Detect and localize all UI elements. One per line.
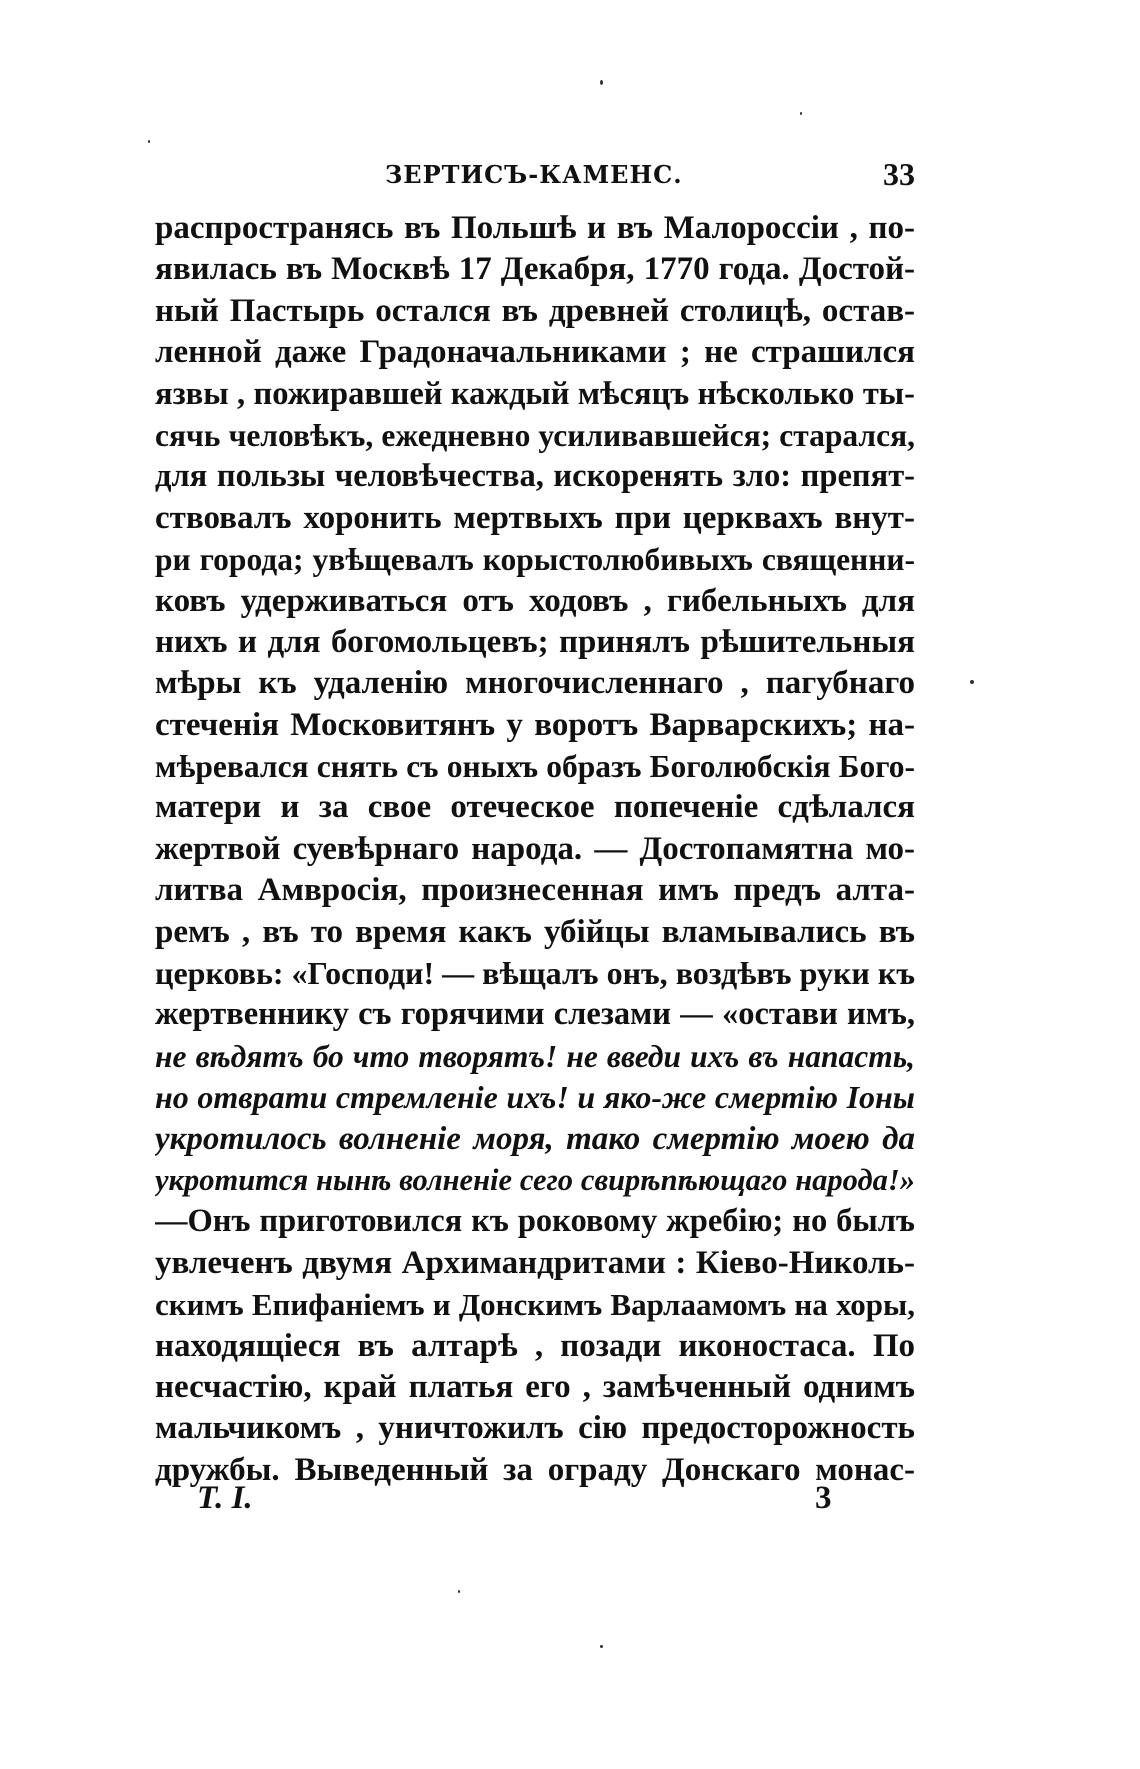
- text-line: не вѣдятъ бо что творятъ! не введи ихъ въ напасть,: [155, 1038, 915, 1074]
- text-line: находящіеся въ алтарѣ , позади иконостаса. По: [155, 1327, 915, 1364]
- print-speck: [800, 112, 802, 115]
- sheet-number: 3: [815, 1480, 832, 1516]
- text-line: распространясь въ Польшѣ и въ Малороссіи , по-: [155, 210, 915, 246]
- text-line: ремъ , въ то время какъ убійцы вламывались въ: [155, 913, 915, 950]
- print-speck: [600, 1645, 603, 1648]
- text-line: дружбы. Выведенный за ограду Донскаго монас-: [155, 1451, 915, 1488]
- print-speck: [970, 680, 974, 684]
- text-line: но отврати стремленіе ихъ! и яко-же смертію Іоны: [155, 1079, 915, 1116]
- text-line: увлеченъ двумя Архимандритами : Кіево-Николь-: [155, 1244, 915, 1281]
- text-line: сячь человѣкъ, ежедневно усиливавшейся; старался,: [155, 417, 915, 453]
- text-line: язвы , пожиравшей каждый мѣсяцъ нѣсколько ты-: [155, 375, 915, 412]
- running-head: [155, 156, 915, 200]
- text-line: нихъ и для богомольцевъ; принялъ рѣшительныя: [155, 623, 915, 660]
- text-line: для пользы человѣчества, искоренять зло: препят-: [155, 458, 915, 495]
- text-line: ный Пастырь остался въ древней столицѣ, остав-: [155, 292, 915, 329]
- signature-mark: Т. I.: [197, 1480, 253, 1516]
- text-line: жертвой суевѣрнаго народа. — Достопамятна мо-: [155, 830, 915, 867]
- text-line: стеченія Московитянъ у воротъ Варварскихъ; на-: [155, 706, 915, 743]
- text-line: церковь: «Господи! — вѣщалъ онъ, воздѣвъ руки къ: [155, 955, 915, 992]
- text-line: укротится нынѣ волненіе сего свирѣпѣющаго народа!»: [155, 1162, 915, 1197]
- running-title: ЗЕРТИСЪ-КАМЕНС.: [385, 160, 683, 189]
- page-footer: [155, 1480, 915, 1524]
- print-speck: [458, 1590, 460, 1593]
- text-line: явилась въ Москвѣ 17 Декабря, 1770 года. Достой-: [155, 251, 915, 288]
- text-line: несчастію, край платья его , замѣченный однимъ: [155, 1368, 915, 1405]
- page-number: 33: [883, 156, 915, 192]
- text-line: —Онъ приготовился къ роковому жребію; но былъ: [155, 1203, 915, 1240]
- text-line: мѣревался снять съ оныхъ образъ Боголюбскія Бого-: [155, 749, 915, 785]
- text-line: ковъ удерживаться отъ ходовъ , гибельныхъ для: [155, 582, 915, 619]
- print-speck: [600, 80, 603, 85]
- text-line: ленной даже Градоначальниками ; не страшился: [155, 334, 915, 371]
- text-line: ри города; увѣщевалъ корыстолюбивыхъ священни-: [155, 542, 915, 578]
- text-line: матери и за свое отеческое попеченіе сдѣлался: [155, 789, 915, 826]
- body-text: [155, 208, 915, 1491]
- text-line: скимъ Епифаніемъ и Донскимъ Варлаамомъ на хоры,: [155, 1287, 915, 1323]
- text-line: мальчикомъ , уничтожилъ сію предосторожность: [155, 1410, 915, 1447]
- text-line: мѣры къ удаленію многочисленнаго , пагубнаго: [155, 665, 915, 702]
- text-line: ствовалъ хоронить мертвыхъ при церквахъ внут-: [155, 499, 915, 536]
- print-speck: [148, 140, 150, 143]
- text-line: жертвеннику съ горячими слезами — «остави имъ,: [155, 996, 915, 1033]
- text-line: укротилось волненіе моря, тако смертію моею да: [155, 1120, 915, 1157]
- text-line: литва Амвросія, произнесенная имъ предъ алта-: [155, 872, 915, 909]
